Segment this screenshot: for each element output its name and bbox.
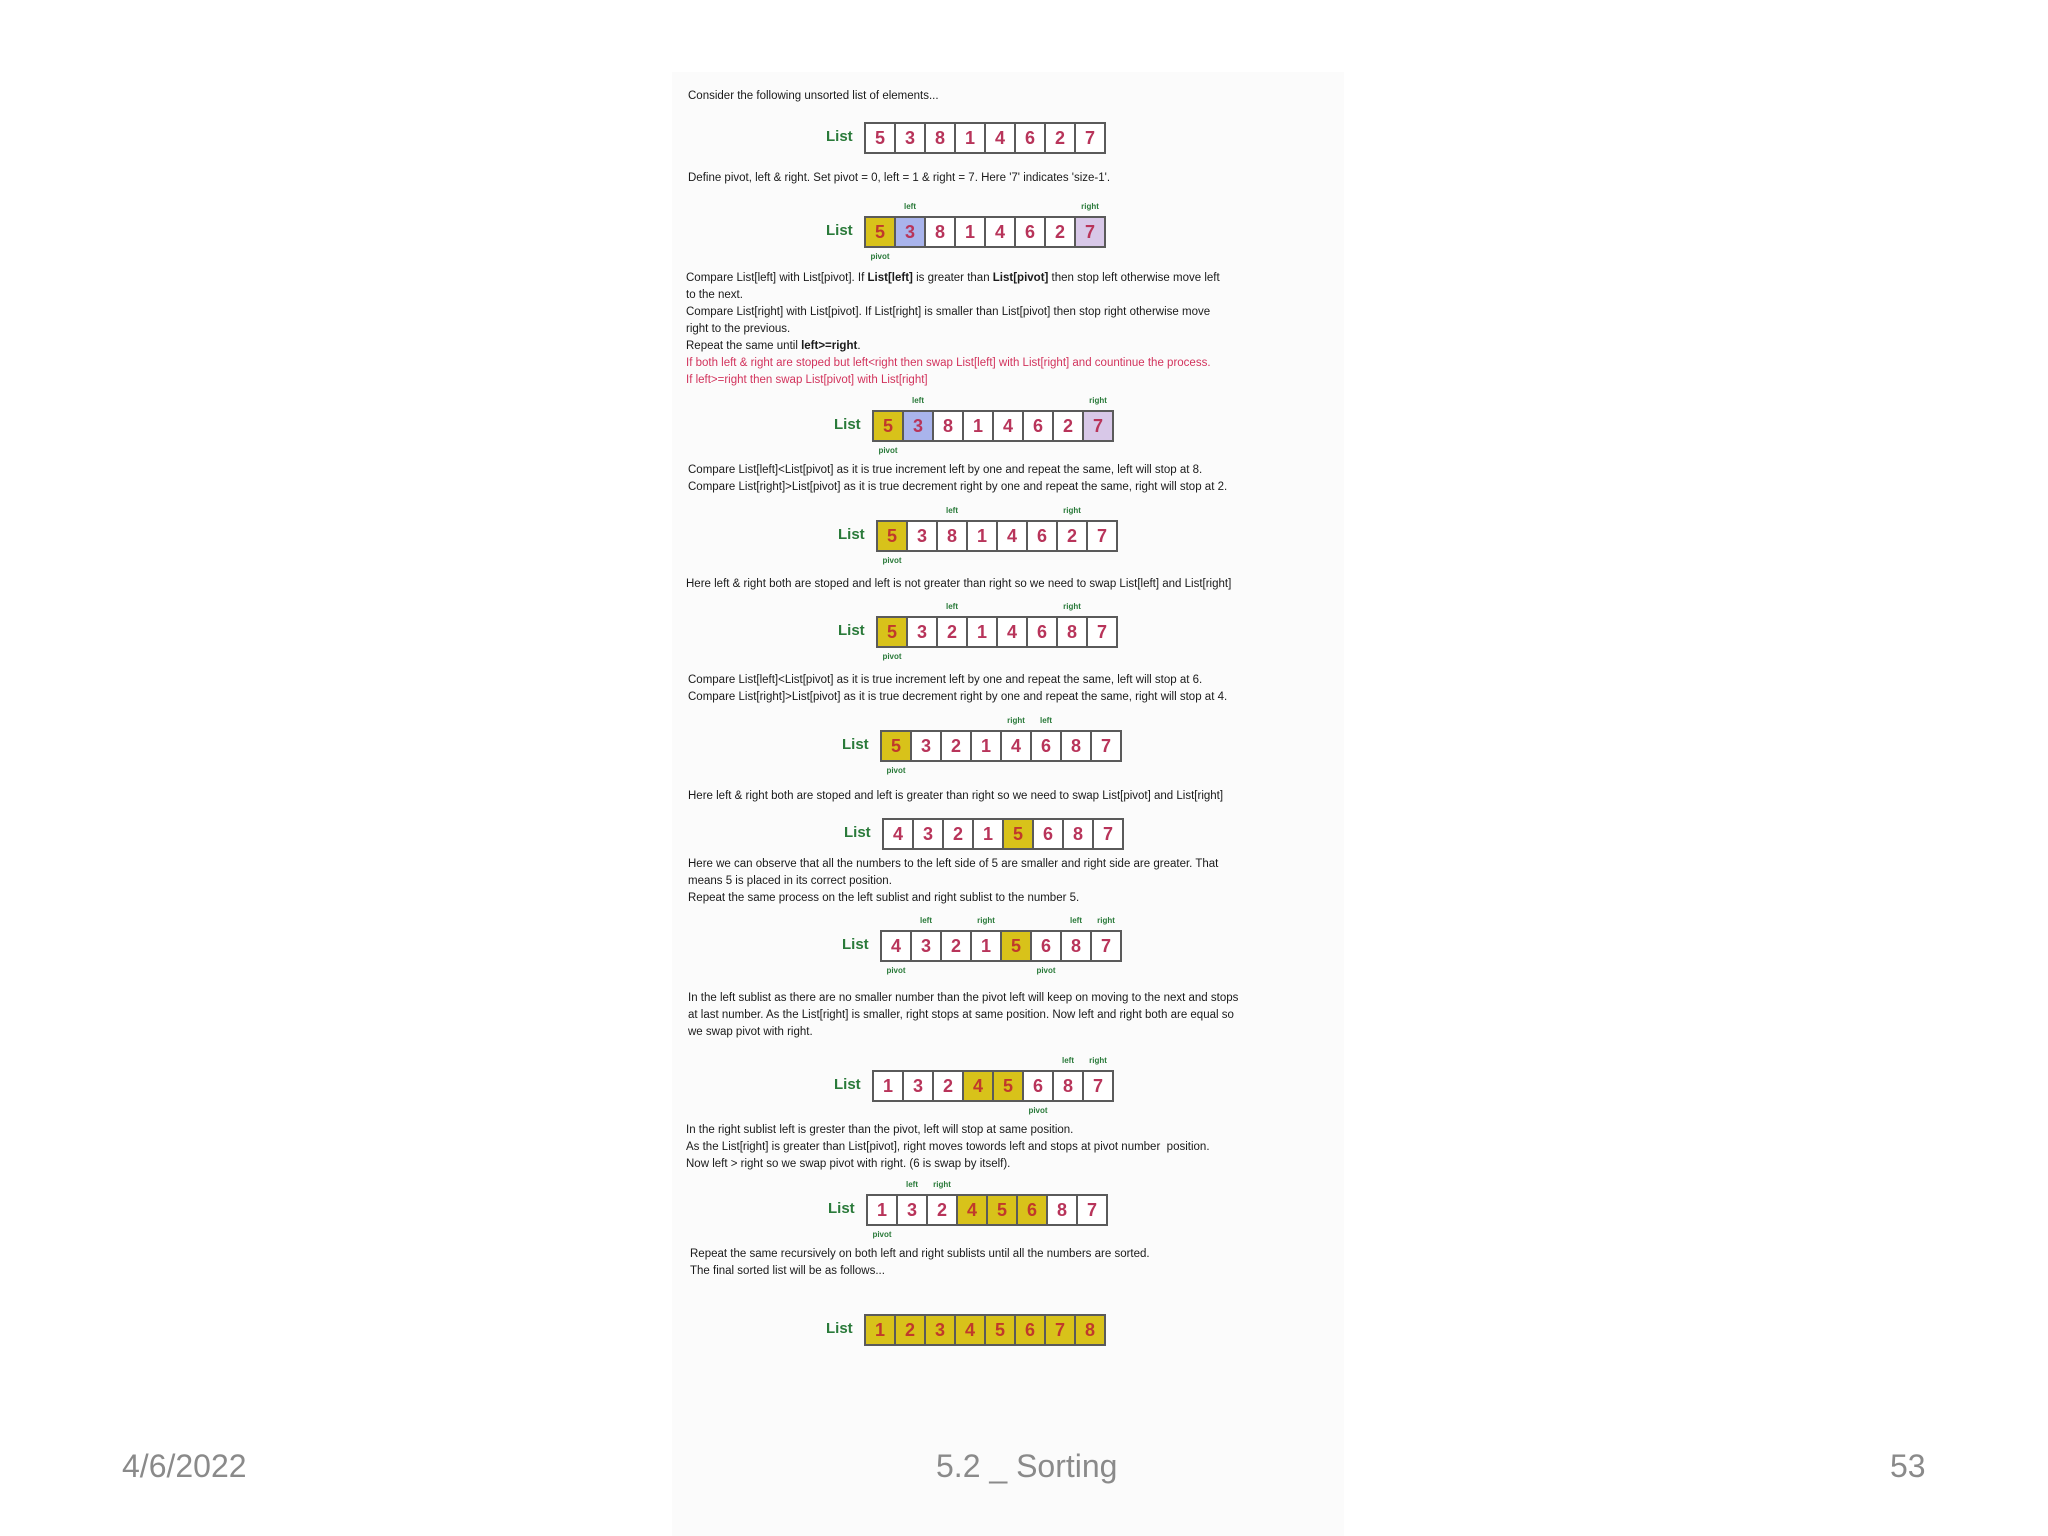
array-label: List bbox=[842, 936, 869, 953]
array-cell: 1 bbox=[968, 522, 998, 550]
array-cells bbox=[872, 410, 1114, 442]
array-cell: 8 bbox=[1076, 1316, 1104, 1344]
array-cell: 4 bbox=[958, 1196, 988, 1224]
array-cell: 8 bbox=[934, 412, 964, 440]
array-cell: 7 bbox=[1076, 218, 1104, 246]
array-cell: 4 bbox=[884, 820, 914, 848]
pivot-marker: pivot bbox=[886, 766, 906, 775]
array-cell: 3 bbox=[904, 412, 934, 440]
array-cell: 5 bbox=[878, 618, 908, 646]
array-cell: 5 bbox=[878, 522, 908, 550]
array-label: List bbox=[826, 1320, 853, 1337]
array-cell: 6 bbox=[1028, 618, 1058, 646]
text-fragment: is greater than bbox=[912, 272, 993, 284]
array-cell: 1 bbox=[972, 932, 1002, 960]
array-label: List bbox=[842, 736, 869, 753]
array-cell: 8 bbox=[1048, 1196, 1078, 1224]
array-cell: 3 bbox=[908, 618, 938, 646]
pivot-marker: pivot bbox=[878, 446, 898, 455]
footer-date: 4/6/2022 bbox=[122, 1448, 247, 1484]
text-fragment: Compare List[left] with List[pivot]. If bbox=[686, 272, 868, 284]
array-label: List bbox=[838, 622, 865, 639]
array-cell: 7 bbox=[1092, 932, 1120, 960]
array-cell: 8 bbox=[926, 218, 956, 246]
array-cell: 8 bbox=[1062, 932, 1092, 960]
instruction-text bbox=[688, 672, 1227, 706]
pointer-marker: right bbox=[1063, 602, 1081, 611]
array-cell: 8 bbox=[1062, 732, 1092, 760]
array-cells bbox=[876, 616, 1118, 648]
array-cell: 6 bbox=[1016, 218, 1046, 246]
instruction-line: Repeat the same recursively on both left and right sublists until all the numbers are sorted. bbox=[690, 1248, 1150, 1260]
array-cell: 5 bbox=[1002, 932, 1032, 960]
array-cell: 6 bbox=[1024, 1072, 1054, 1100]
array-cell: 4 bbox=[998, 618, 1028, 646]
pointer-marker: right bbox=[1081, 202, 1099, 211]
array-cells bbox=[880, 730, 1122, 762]
array-cell: 4 bbox=[956, 1316, 986, 1344]
array-label: List bbox=[826, 128, 853, 145]
array-cells bbox=[876, 520, 1118, 552]
array-cells bbox=[864, 1314, 1106, 1346]
pivot-marker: pivot bbox=[1036, 966, 1056, 975]
pointer-marker: right bbox=[1089, 1056, 1107, 1065]
pointer-marker: left bbox=[1070, 916, 1082, 925]
instruction-line: Here left & right both are stoped and left is greater than right so we need to swap List[pivot] and List[right] bbox=[688, 790, 1224, 802]
instruction-line: Here left & right both are stoped and left is not greater than right so we need to swap List[left] and List[right] bbox=[686, 578, 1232, 590]
array-cell: 1 bbox=[956, 218, 986, 246]
instruction-line: means 5 is placed in its correct position. bbox=[688, 875, 892, 887]
array-cell: 3 bbox=[926, 1316, 956, 1344]
instruction-line: Consider the following unsorted list of elements... bbox=[688, 90, 939, 102]
array-cell: 8 bbox=[1058, 618, 1088, 646]
array-label: List bbox=[828, 1200, 855, 1217]
array-cell: 2 bbox=[1046, 218, 1076, 246]
instruction-line: The final sorted list will be as follows... bbox=[690, 1265, 885, 1277]
array-cell: 1 bbox=[972, 732, 1002, 760]
text-fragment: List[pivot] bbox=[992, 272, 1049, 284]
array-cell: 6 bbox=[1034, 820, 1064, 848]
instruction-text bbox=[686, 270, 1220, 389]
array-cell: 7 bbox=[1076, 124, 1104, 152]
instruction-line: Here we can observe that all the numbers to the left side of 5 are smaller and right side are greater. That bbox=[688, 858, 1219, 870]
array-cell: 3 bbox=[908, 522, 938, 550]
instruction-line: to the next. bbox=[686, 289, 743, 301]
instruction-line: Now left > right so we swap pivot with right. (6 is swap by itself). bbox=[686, 1158, 1011, 1170]
pointer-marker: left bbox=[920, 916, 932, 925]
array-cell: 8 bbox=[1054, 1072, 1084, 1100]
array-label: List bbox=[826, 222, 853, 239]
array-label: List bbox=[838, 526, 865, 543]
array-cell: 5 bbox=[866, 218, 896, 246]
array-cell: 7 bbox=[1094, 820, 1122, 848]
array-cell: 3 bbox=[896, 218, 926, 246]
text-fragment: then stop left otherwise move left bbox=[1048, 272, 1220, 284]
array-cell: 5 bbox=[882, 732, 912, 760]
array-cell: 6 bbox=[1018, 1196, 1048, 1224]
array-cell: 6 bbox=[1032, 732, 1062, 760]
array-cell: 7 bbox=[1046, 1316, 1076, 1344]
instruction-line: we swap pivot with right. bbox=[688, 1026, 813, 1038]
array-cell: 2 bbox=[1046, 124, 1076, 152]
array-cell: 2 bbox=[944, 820, 974, 848]
pointer-marker: left bbox=[1040, 716, 1052, 725]
array-cells bbox=[872, 1070, 1114, 1102]
instruction-text bbox=[686, 576, 1231, 593]
pointer-marker: right bbox=[1063, 506, 1081, 515]
instruction-line: right to the previous. bbox=[686, 323, 791, 335]
text-fragment: left>=right bbox=[801, 340, 858, 352]
text-fragment: . bbox=[857, 340, 861, 352]
instruction-line: Compare List[left]<List[pivot] as it is true increment left by one and repeat the same, left will stop at 8. bbox=[688, 464, 1203, 476]
array-cell: 7 bbox=[1088, 618, 1116, 646]
instruction-line: Repeat the same process on the left sublist and right sublist to the number 5. bbox=[688, 892, 1080, 904]
pivot-marker: pivot bbox=[882, 652, 902, 661]
array-cell: 4 bbox=[882, 932, 912, 960]
array-cell: 1 bbox=[974, 820, 1004, 848]
array-label: List bbox=[834, 416, 861, 433]
instruction-text bbox=[690, 1246, 1150, 1280]
pivot-marker: pivot bbox=[870, 252, 890, 261]
pointer-marker: left bbox=[904, 202, 916, 211]
array-cell: 5 bbox=[988, 1196, 1018, 1224]
array-cell: 2 bbox=[896, 1316, 926, 1344]
array-cell: 3 bbox=[912, 732, 942, 760]
instruction-text bbox=[688, 170, 1110, 187]
instruction-line: If both left & right are stoped but left<right then swap List[left] with List[right] and countinue the process. bbox=[686, 357, 1211, 369]
array-cell: 3 bbox=[914, 820, 944, 848]
instruction-text bbox=[688, 990, 1238, 1041]
instruction-line: Compare List[right]>List[pivot] as it is true decrement right by one and repeat the same, right will stop at 4. bbox=[688, 691, 1228, 703]
instruction-line bbox=[686, 338, 1220, 355]
array-cell: 7 bbox=[1078, 1196, 1106, 1224]
text-fragment: Repeat the same until bbox=[686, 340, 802, 352]
array-cell: 2 bbox=[942, 732, 972, 760]
pointer-marker: right bbox=[1089, 396, 1107, 405]
array-cells bbox=[864, 122, 1106, 154]
instruction-line: Compare List[right] with List[pivot]. If List[right] is smaller than List[pivot] then stop right otherwise move bbox=[686, 306, 1211, 318]
array-cell: 8 bbox=[938, 522, 968, 550]
instruction-text bbox=[688, 462, 1227, 496]
array-cells bbox=[880, 930, 1122, 962]
footer-title: 5.2 _ Sorting bbox=[936, 1448, 1118, 1484]
instruction-text bbox=[688, 88, 939, 105]
footer-page-number: 53 bbox=[1890, 1448, 1926, 1484]
instruction-line: Compare List[left]<List[pivot] as it is true increment left by one and repeat the same, left will stop at 6. bbox=[688, 674, 1203, 686]
pointer-marker: right bbox=[933, 1180, 951, 1189]
array-cell: 7 bbox=[1088, 522, 1116, 550]
array-cell: 3 bbox=[898, 1196, 928, 1224]
array-cell: 1 bbox=[956, 124, 986, 152]
array-cell: 5 bbox=[994, 1072, 1024, 1100]
text-fragment: List[left] bbox=[867, 272, 913, 284]
instruction-line: at last number. As the List[right] is smaller, right stops at same position. Now left and right both are equal so bbox=[688, 1009, 1234, 1021]
array-cell: 1 bbox=[964, 412, 994, 440]
array-cell: 4 bbox=[1002, 732, 1032, 760]
pointer-marker: right bbox=[1007, 716, 1025, 725]
array-cell: 7 bbox=[1084, 1072, 1112, 1100]
array-label: List bbox=[844, 824, 871, 841]
array-cells bbox=[864, 216, 1106, 248]
pivot-marker: pivot bbox=[1028, 1106, 1048, 1115]
array-cell: 6 bbox=[1016, 124, 1046, 152]
pointer-marker: right bbox=[1097, 916, 1115, 925]
array-cell: 1 bbox=[866, 1316, 896, 1344]
array-cell: 5 bbox=[874, 412, 904, 440]
array-cell: 6 bbox=[1028, 522, 1058, 550]
instruction-line: In the left sublist as there are no smaller number than the pivot left will keep on moving to the next and stops bbox=[688, 992, 1239, 1004]
array-cell: 6 bbox=[1016, 1316, 1046, 1344]
instruction-line: Define pivot, left & right. Set pivot = 0, left = 1 & right = 7. Here '7' indicates 'size-1'. bbox=[688, 172, 1111, 184]
instruction-line: Compare List[right]>List[pivot] as it is true decrement right by one and repeat the same, right will stop at 2. bbox=[688, 481, 1228, 493]
instruction-text bbox=[688, 856, 1218, 907]
array-cell: 1 bbox=[874, 1072, 904, 1100]
pivot-marker: pivot bbox=[886, 966, 906, 975]
pointer-marker: left bbox=[912, 396, 924, 405]
instruction-text bbox=[686, 1122, 1210, 1173]
array-cell: 2 bbox=[938, 618, 968, 646]
array-cell: 5 bbox=[866, 124, 896, 152]
instruction-text bbox=[688, 788, 1223, 805]
array-cell: 5 bbox=[986, 1316, 1016, 1344]
array-cell: 1 bbox=[868, 1196, 898, 1224]
array-cell: 4 bbox=[994, 412, 1024, 440]
array-cell: 8 bbox=[926, 124, 956, 152]
pivot-marker: pivot bbox=[882, 556, 902, 565]
array-cell: 8 bbox=[1064, 820, 1094, 848]
array-cells bbox=[866, 1194, 1108, 1226]
array-cell: 2 bbox=[934, 1072, 964, 1100]
array-cells bbox=[882, 818, 1124, 850]
array-cell: 4 bbox=[986, 124, 1016, 152]
array-cell: 7 bbox=[1092, 732, 1120, 760]
array-cell: 2 bbox=[942, 932, 972, 960]
instruction-line: In the right sublist left is grester than the pivot, left will stop at same position. bbox=[686, 1124, 1074, 1136]
array-cell: 7 bbox=[1084, 412, 1112, 440]
array-cell: 3 bbox=[912, 932, 942, 960]
instruction-line: As the List[right] is greater than List[pivot], right moves towords left and stops at pivot number position. bbox=[686, 1141, 1210, 1153]
pointer-marker: right bbox=[977, 916, 995, 925]
pointer-marker: left bbox=[1062, 1056, 1074, 1065]
pointer-marker: left bbox=[946, 506, 958, 515]
array-cell: 2 bbox=[928, 1196, 958, 1224]
array-cell: 5 bbox=[1004, 820, 1034, 848]
array-cell: 3 bbox=[904, 1072, 934, 1100]
pointer-marker: left bbox=[906, 1180, 918, 1189]
array-cell: 4 bbox=[986, 218, 1016, 246]
array-cell: 2 bbox=[1058, 522, 1088, 550]
array-cell: 4 bbox=[964, 1072, 994, 1100]
array-cell: 6 bbox=[1032, 932, 1062, 960]
pivot-marker: pivot bbox=[872, 1230, 892, 1239]
instruction-line bbox=[686, 270, 1220, 287]
array-label: List bbox=[834, 1076, 861, 1093]
instruction-line: If left>=right then swap List[pivot] with List[right] bbox=[686, 374, 928, 386]
array-cell: 2 bbox=[1054, 412, 1084, 440]
array-cell: 4 bbox=[998, 522, 1028, 550]
array-cell: 3 bbox=[896, 124, 926, 152]
array-cell: 6 bbox=[1024, 412, 1054, 440]
array-cell: 1 bbox=[968, 618, 998, 646]
pointer-marker: left bbox=[946, 602, 958, 611]
